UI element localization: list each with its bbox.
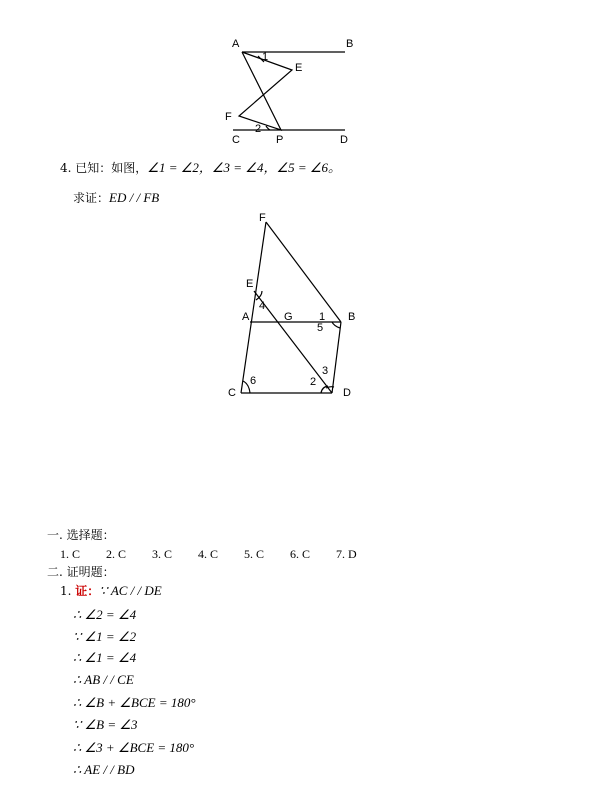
q4-prove-label: 求证：	[73, 191, 110, 205]
answer-item: 1. C	[60, 547, 81, 561]
section-choice-title: 一. 选择题：	[47, 528, 115, 542]
fig1-label-P: P	[276, 134, 284, 146]
proof-step: ∵ ∠1 = ∠2	[73, 629, 137, 644]
q4-given	[60, 160, 341, 176]
fig1-label-B: B	[346, 38, 354, 50]
proof-number: 1.	[60, 584, 72, 598]
fig2-label-E: E	[246, 278, 254, 290]
proof-step: ∴ ∠B + ∠BCE = 180°	[73, 695, 196, 710]
q4-given-math: ∠1 = ∠2，∠3 = ∠4，∠5 = ∠6。	[147, 160, 342, 175]
q4-prove-math: ED / / FB	[109, 190, 160, 205]
section-proof-title: 二. 证明题：	[47, 565, 115, 579]
fig2-label-A: A	[242, 311, 250, 323]
q4-prove	[73, 190, 159, 206]
fig2-label-C: C	[228, 387, 236, 399]
fig1-label-F: F	[225, 111, 232, 123]
q4-given-label: 已知：如图，	[75, 161, 148, 175]
fig1-label-C: C	[232, 134, 240, 146]
fig2-label-F: F	[259, 212, 266, 224]
answer-item: 6. C	[290, 547, 311, 561]
figure-2	[0, 205, 605, 415]
proof-step: ∴ AE / / BD	[73, 762, 135, 777]
proof-step: ∴ ∠3 + ∠BCE = 180°	[73, 740, 195, 755]
proof-step: ∵ ∠B = ∠3	[73, 717, 138, 732]
q4-number: 4.	[60, 161, 72, 175]
proof-step: ∴ ∠1 = ∠4	[73, 650, 137, 665]
proof-first-line	[60, 583, 162, 599]
answer-item: 5. C	[244, 547, 265, 561]
fig2-label-D: D	[343, 387, 351, 399]
fig2-label-3: 3	[322, 365, 329, 377]
fig2-label-5: 5	[317, 322, 324, 334]
fig2-label-1: 1	[319, 311, 326, 323]
fig2-label-6: 6	[250, 375, 257, 387]
figure-1	[0, 0, 605, 160]
fig1-label-1: 1	[262, 51, 269, 63]
answer-item: 4. C	[198, 547, 219, 561]
choice-answers	[60, 546, 382, 562]
fig1-label-E: E	[295, 62, 303, 74]
fig2-label-G: G	[284, 311, 293, 323]
fig1-label-D: D	[340, 134, 348, 146]
proof-step: ∴ ∠2 = ∠4	[73, 607, 137, 622]
proof-step: ∴ AB / / CE	[73, 672, 134, 687]
answer-item: 2. C	[106, 547, 127, 561]
proof-step: ∵ AC / / DE	[99, 583, 162, 598]
answer-item: 7. D	[336, 547, 357, 561]
fig2-label-2: 2	[310, 376, 317, 388]
fig1-label-2: 2	[255, 123, 262, 135]
fig1-label-A: A	[232, 38, 240, 50]
proof-label: 证：	[75, 584, 100, 598]
answer-item: 3. C	[152, 547, 173, 561]
fig2-label-4: 4	[259, 300, 266, 312]
fig2-label-B: B	[348, 311, 356, 323]
